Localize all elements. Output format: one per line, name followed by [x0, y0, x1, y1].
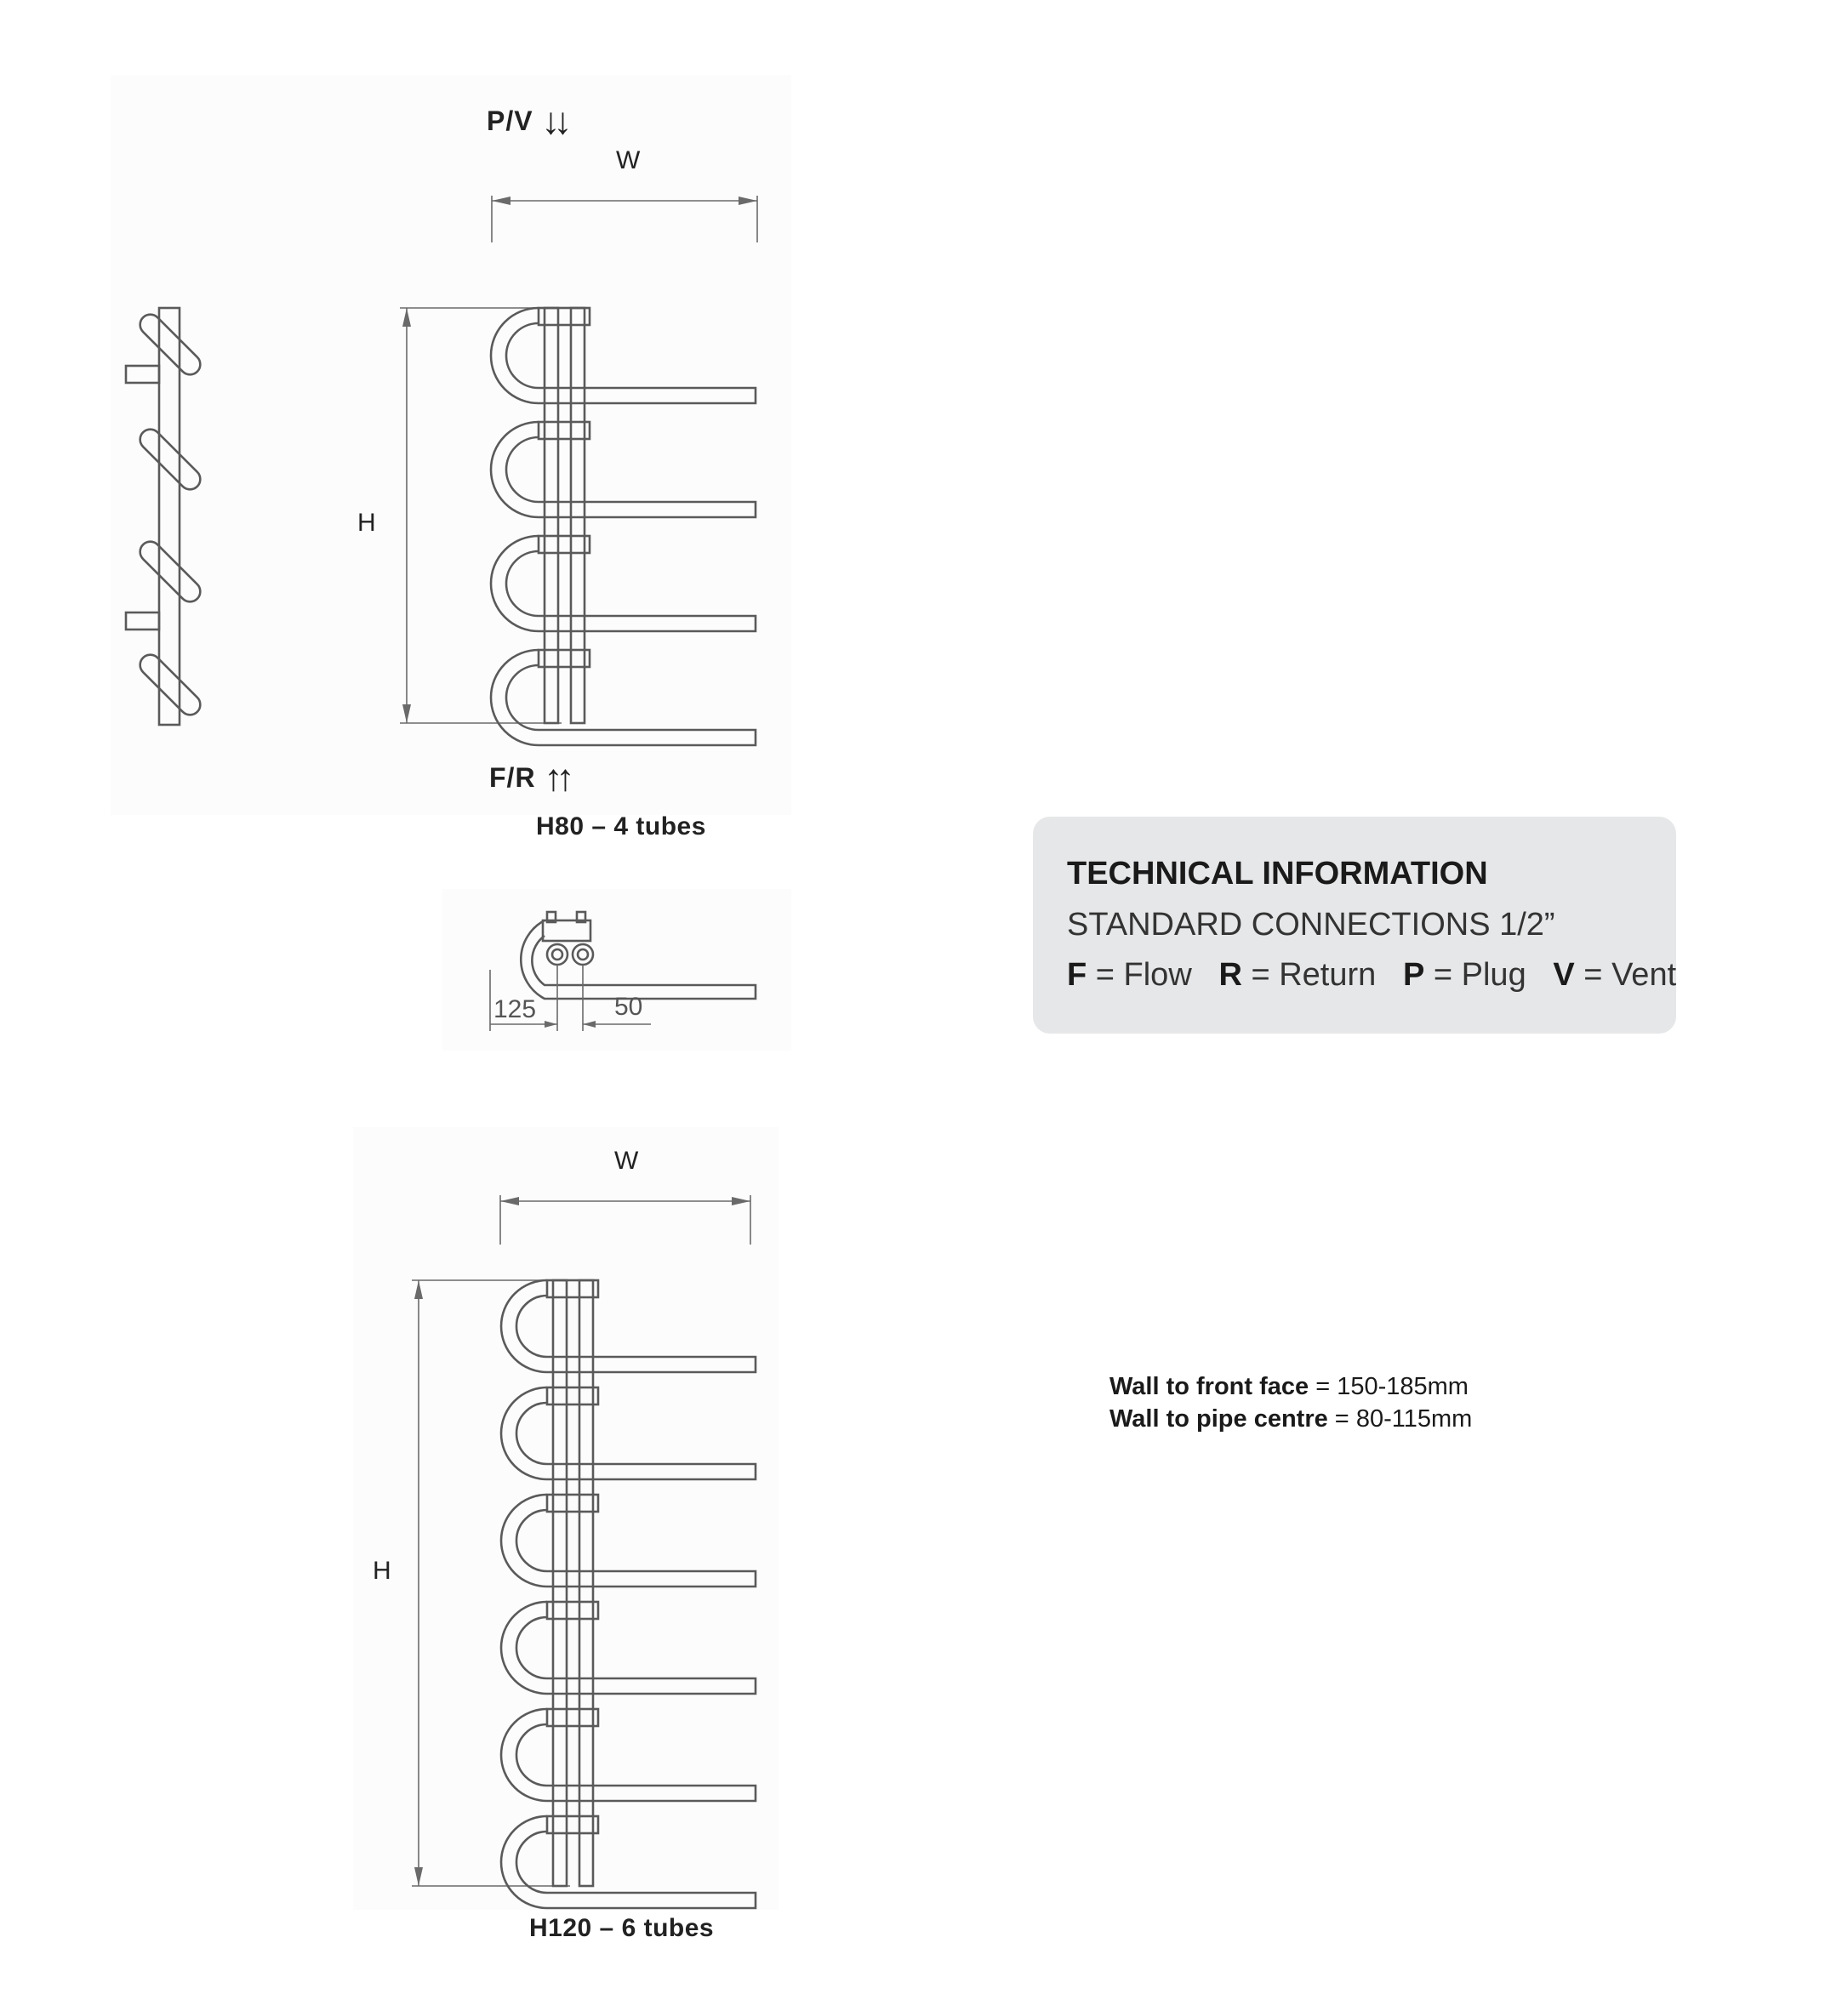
technical-info-title: TECHNICAL INFORMATION	[1067, 856, 1488, 892]
wall-front-label: Wall to front face	[1109, 1373, 1309, 1400]
wall-to-front-face: Wall to front face = 150-185mm	[1109, 1373, 1469, 1400]
bottom-tube-5	[501, 1709, 756, 1801]
bottom-height-label: H	[373, 1557, 391, 1585]
legend-key-r: R	[1218, 957, 1242, 993]
wall-pipe-value: 80-115mm	[1355, 1405, 1473, 1433]
up-arrows-icon: ↑↑	[544, 757, 568, 799]
bottom-tube-3	[501, 1495, 756, 1587]
pv-label: P/V ↓↓	[487, 100, 566, 142]
legend-value-r: Return	[1279, 957, 1377, 993]
wall-pipe-label: Wall to pipe centre	[1109, 1405, 1328, 1433]
legend-key-f: F	[1067, 957, 1087, 993]
top-tube-1	[491, 308, 756, 403]
fr-label: F/R ↑↑	[489, 757, 568, 799]
side-tube-1	[136, 310, 205, 379]
legend-key-p: P	[1402, 957, 1425, 993]
top-width-label: W	[616, 146, 641, 174]
side-tube-3	[136, 538, 205, 607]
connection-legend: F = Flow R = Return P = Plug V = Vent	[1067, 957, 1677, 993]
top-tube-2	[491, 422, 756, 517]
bottom-tube-1	[501, 1280, 756, 1372]
legend-key-v: V	[1553, 957, 1575, 993]
detail-dim-125: 125	[493, 995, 537, 1023]
bottom-tube-6	[501, 1816, 756, 1908]
wall-to-pipe-centre: Wall to pipe centre = 80-115mm	[1109, 1405, 1473, 1433]
down-arrows-icon: ↓↓	[541, 100, 566, 142]
bottom-caption: H120 – 6 tubes	[529, 1914, 715, 1942]
top-height-label: H	[357, 509, 376, 537]
wall-front-value: 150-185mm	[1337, 1373, 1469, 1400]
bottom-width-label: W	[614, 1147, 639, 1175]
side-view-drawing	[119, 298, 238, 740]
top-front-view-drawing	[391, 187, 868, 766]
standard-connections: STANDARD CONNECTIONS 1/2”	[1067, 907, 1555, 943]
side-tube-2	[136, 425, 205, 494]
bottom-tube-2	[501, 1387, 756, 1479]
legend-value-f: Flow	[1123, 957, 1192, 993]
detail-dim-50: 50	[614, 993, 643, 1021]
bottom-front-view-drawing	[400, 1187, 783, 1969]
legend-value-p: Plug	[1461, 957, 1526, 993]
top-tube-4	[491, 650, 756, 745]
legend-value-v: Vent	[1611, 957, 1677, 993]
bottom-tube-4	[501, 1602, 756, 1694]
top-tube-3	[491, 536, 756, 631]
technical-info-box	[1033, 817, 1676, 1034]
top-caption: H80 – 4 tubes	[536, 812, 706, 840]
side-tube-4	[136, 651, 205, 720]
